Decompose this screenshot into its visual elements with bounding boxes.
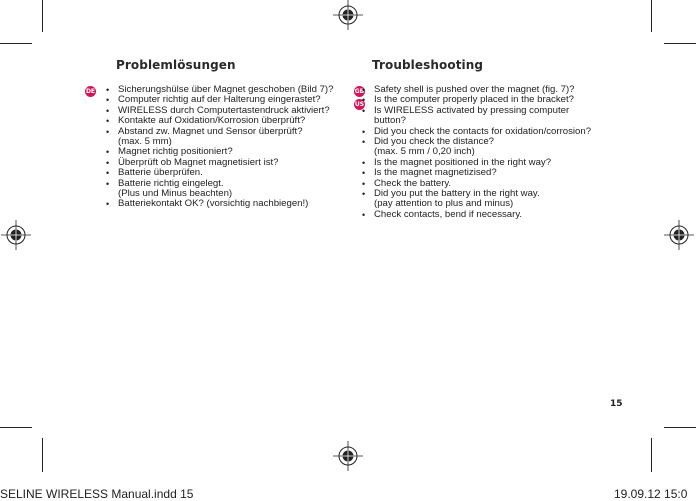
list-item: [360, 106, 591, 127]
list-item: [104, 199, 333, 209]
crop-mark-bottom-right-h: [664, 427, 696, 428]
list-item-line: (max. 5 mm / 0,20 inch): [374, 146, 475, 158]
list-item-line: Is the magnet positioned in the right way?: [374, 156, 552, 168]
list-item-line: Check contacts, bend if necessary.: [374, 208, 523, 220]
crop-mark-top-right-h: [664, 43, 696, 44]
list-item-line: Abstand zw. Magnet und Sensor überprüft?: [118, 125, 303, 137]
list-item: [104, 179, 333, 200]
registration-mark-right-icon: [664, 220, 694, 250]
list-item-line: Computer richtig auf der Halterung eingerastet?: [118, 94, 321, 106]
list-item: [104, 127, 333, 148]
list-item-line: (Plus und Minus beachten): [118, 188, 233, 200]
list-item-line: Is the magnet magnetizised?: [374, 167, 497, 179]
list-item-line: WIRELESS durch Computertastendruck aktiviert?: [118, 104, 330, 116]
list-item-line: Sicherungshülse über Magnet geschoben (Bild 7)?: [118, 84, 334, 95]
list-item-line: Batterie richtig eingelegt.: [118, 177, 224, 189]
list-item-line: Is the computer properly placed in the bracket?: [374, 94, 574, 106]
list-en: [360, 85, 591, 220]
list-item-line: Check the battery.: [374, 177, 452, 189]
column-german: [104, 58, 333, 210]
column-english: [360, 58, 591, 220]
list-item-line: Kontakte auf Oxidation/Korrosion überprüft?: [118, 115, 306, 127]
list-item-line: Überprüft ob Magnet magnetisiert ist?: [118, 156, 279, 168]
crop-mark-bottom-left-h: [0, 427, 32, 428]
registration-mark-top-icon: [333, 0, 363, 30]
list-item-line: Did you check the contacts for oxidation/corrosion?: [374, 125, 592, 137]
heading-en: Troubleshooting: [372, 58, 484, 72]
registration-mark-left-icon: [1, 220, 31, 250]
flag-de-icon: DE: [85, 88, 96, 95]
crop-mark-top-right-v: [651, 0, 652, 32]
list-item-line: Did you check the distance?: [374, 136, 494, 148]
list-item-line: Did you put the battery in the right way.: [374, 188, 540, 200]
list-item: [360, 137, 591, 158]
heading-de: Problemlösungen: [116, 58, 236, 72]
list-item-line: Batterie überprüfen.: [118, 167, 203, 179]
list-item-line: Safety shell is pushed over the magnet (fig. 7)?: [374, 84, 575, 95]
slug-date: 19.09.12 15:0: [614, 487, 688, 501]
list-item-line: Magnet richtig positioniert?: [118, 146, 233, 158]
list-item-line: button?: [374, 115, 407, 127]
crop-mark-top-left-v: [42, 0, 43, 32]
crop-mark-top-left-h: [0, 43, 32, 44]
list-item-line: Is WIRELESS activated by pressing computer: [374, 104, 570, 116]
page-number: 15: [610, 399, 623, 409]
list-de: [104, 85, 333, 210]
flag-gb-icon: GB: [354, 88, 365, 95]
list-item: [360, 210, 591, 220]
list-item: [360, 189, 591, 210]
crop-mark-bottom-left-v: [42, 438, 43, 472]
slug-filename: SELINE WIRELESS Manual.indd 15: [0, 487, 194, 501]
list-item-line: (max. 5 mm): [118, 136, 172, 148]
list-item-line: Batteriekontakt OK? (vorsichtig nachbiegen!): [118, 198, 309, 210]
flag-us-icon: US: [354, 101, 365, 108]
registration-mark-bottom-icon: [333, 441, 363, 471]
list-item-line: (pay attention to plus and minus): [374, 198, 514, 210]
crop-mark-bottom-right-v: [651, 438, 652, 472]
